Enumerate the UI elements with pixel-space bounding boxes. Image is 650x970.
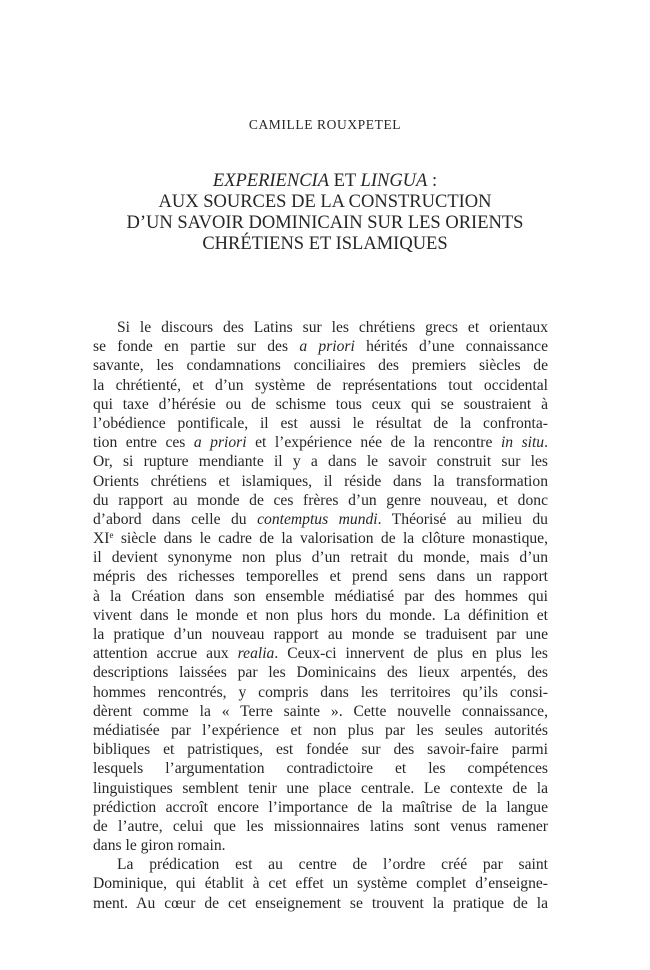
text-line: descriptions laissées par les Dominicains des lieux arpentés, des (93, 664, 548, 682)
italic-term: a priori (299, 338, 355, 356)
text-line: linguistiques semblent tenir une place centrale. Le contexte de la (93, 779, 548, 797)
text-line: savante, les condamnations conciliaires des premiers siècles de (93, 357, 548, 375)
title-italic-lingua: LINGUA (360, 171, 428, 191)
text-line: à la Création dans son ensemble médiatisé par des hommes qui (93, 587, 548, 605)
running-head-author: CAMILLE ROUXPETEL (248, 117, 402, 132)
text-line: XIe siècle dans le cadre de la valorisation de la clôture monastique, (93, 530, 548, 548)
body-text (93, 318, 548, 913)
text-line: Or, si rupture mendiante il y a dans le savoir construit sur les (93, 453, 548, 471)
text-line: la pratique d’un nouveau rapport au monde se traduisent par une (93, 626, 548, 643)
title-colon: : (427, 171, 438, 191)
text-line: il devient synonyme non plus d’un retrait du monde, mais d’un (93, 549, 548, 567)
text-line: bibliques et patristiques, est fondée sur des savoir-faire parmi (93, 741, 548, 759)
paragraph-1 (93, 318, 548, 855)
title-italic-experiencia: EXPERIENCIA (212, 171, 329, 191)
text-line: mépris des richesses temporelles et prend sens dans un rapport (93, 568, 548, 586)
text-line: Si le discours des Latins sur les chrétiens grecs et orientaux (117, 319, 548, 336)
text-line: hommes rencontrés, y compris dans les territoires qu’ils consi- (93, 683, 548, 701)
text-line: attention accrue aux realia. Ceux-ci innervent de plus en plus les (93, 645, 548, 663)
text-line: médiatisée par l’expérience et non plus par les seules autorités (93, 721, 548, 739)
text-line: de l’autre, celui que les missionnaires latins sont venus ramener (93, 817, 548, 835)
text-line: dans le giron romain. (93, 837, 226, 855)
text-line: Orients chrétiens et islamiques, il réside dans la transformation (93, 472, 548, 490)
italic-term: a priori (193, 434, 247, 452)
text-line: vivent dans le monde et non plus hors du monde. La définition et (93, 606, 548, 624)
text-line: lesquels l’argumentation contradictoire et les compétences (93, 760, 548, 778)
chapter-title (60, 171, 590, 255)
text-line: dèrent comme la « Terre sainte ». Cette nouvelle connaissance, (93, 702, 548, 720)
text-line: du rapport au monde de ces frères d’un genre nouveau, et donc (93, 491, 548, 509)
century-superscript: e (109, 530, 114, 541)
text-line: Dominique, qui établit à cet effet un système complet d’enseigne- (93, 875, 548, 893)
text-line: d’abord dans celle du contemptus mundi. Théorisé au milieu du (93, 510, 548, 528)
title-line-2: AUX SOURCES DE LA CONSTRUCTION (158, 192, 492, 212)
title-line-4: CHRÉTIENS ET ISLAMIQUES (202, 234, 448, 254)
text-line: se fonde en partie sur des a priori hérités d’une connaissance (93, 338, 549, 356)
italic-term: in situ (500, 434, 545, 452)
text-line: ment. Au cœur de cet enseignement se trouvent la pratique de la (93, 894, 548, 912)
text-line: l’obédience pontificale, il est aussi le résultat de la confronta- (93, 414, 548, 432)
title-conjunction: ET (329, 171, 361, 191)
italic-term: contemptus mundi (257, 510, 378, 528)
text-line: qui taxe d’hérésie ou de schisme tous ceux qui se soustraient à (93, 395, 548, 413)
title-line-1 (60, 171, 590, 192)
text-line: prédiction accroît encore l’importance de la maîtrise de la langue (93, 798, 548, 816)
title-line-3: D’UN SAVOIR DOMINICAIN SUR LES ORIENTS (126, 213, 524, 233)
paragraph-2 (93, 855, 548, 913)
italic-term: realia (237, 645, 275, 663)
text-line: La prédication est au centre de l’ordre créé par saint (117, 856, 548, 874)
text-line: la chrétienté, et d’un système de représentations tout occidental (93, 376, 548, 394)
text-line: tion entre ces a priori et l’expérience née de la rencontre in situ. (93, 434, 549, 452)
